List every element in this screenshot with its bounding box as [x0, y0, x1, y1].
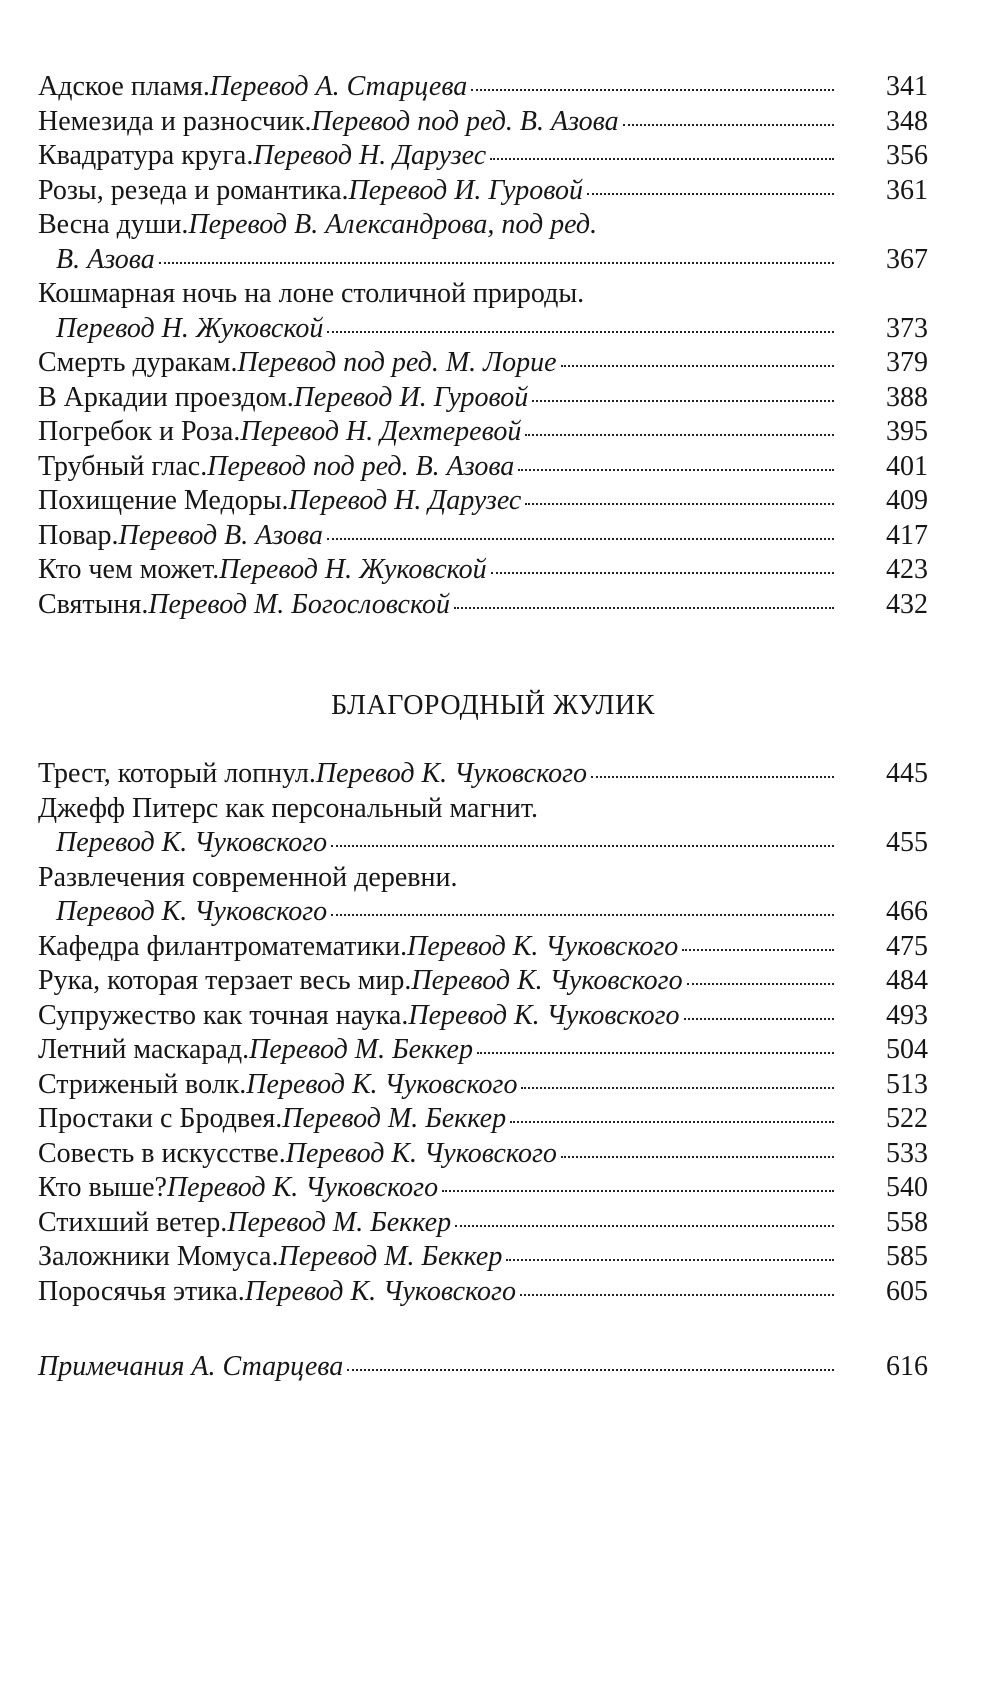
- translator: Перевод Н. Жуковской: [219, 554, 487, 585]
- leader-dots: [510, 1121, 834, 1123]
- page-number: 504: [886, 1034, 928, 1065]
- translator: Перевод В. Азова: [118, 519, 323, 551]
- page-number: 493: [886, 999, 928, 1031]
- leader-dots: [455, 1225, 834, 1227]
- story-title: Летний маскарад.: [38, 1034, 250, 1065]
- toc-entry: [38, 1275, 928, 1310]
- translator: Перевод под ред. В. Азова: [207, 450, 515, 482]
- story-title: Простаки с Бродвея.: [38, 1103, 283, 1134]
- page-number: 522: [886, 1103, 928, 1134]
- toc-entry: [38, 999, 928, 1034]
- leader-dots: [490, 158, 834, 160]
- leader-dots: [532, 400, 834, 402]
- page-number: 558: [886, 1206, 928, 1238]
- story-title: Адское пламя.: [38, 71, 210, 102]
- notes-title: Примечания А. Старцева: [38, 1351, 344, 1382]
- page-number: 423: [886, 554, 928, 585]
- page-number: 533: [886, 1137, 928, 1169]
- toc-entry: [38, 1102, 928, 1137]
- translator: Перевод К. Чуковского: [166, 1172, 439, 1203]
- story-title: В Аркадии проездом.: [38, 381, 294, 413]
- story-title: Розы, резеда и романтика.: [38, 174, 349, 206]
- leader-dots: [331, 914, 834, 916]
- toc-entry: [38, 588, 928, 623]
- story-title: Весна души.: [38, 209, 189, 240]
- toc-entry: [38, 519, 928, 554]
- translator: Перевод Н. Дарузес: [253, 140, 487, 171]
- toc-section-1: [38, 70, 928, 622]
- story-title: Повар.: [38, 519, 119, 551]
- page-number: 367: [886, 243, 928, 275]
- leader-dots: [520, 1294, 834, 1296]
- story-title: Стриженый волк.: [38, 1068, 247, 1100]
- toc-entry-notes: [38, 1350, 928, 1385]
- page-number: 484: [886, 965, 928, 996]
- translator: Перевод Н. Жуковской: [56, 312, 324, 344]
- page-number: 348: [886, 105, 928, 137]
- story-title: Стихший ветер.: [38, 1206, 228, 1238]
- translator: Перевод М. Беккер: [227, 1206, 452, 1238]
- translator: Перевод В. Александрова, под ред.: [188, 209, 598, 240]
- toc-entry: [38, 1171, 928, 1206]
- page-number: 409: [886, 485, 928, 516]
- story-title: Кафедра филантроматематики.: [38, 930, 408, 962]
- translator: Перевод М. Беккер: [249, 1034, 473, 1065]
- leader-dots: [477, 1052, 834, 1054]
- toc-entry: [38, 1206, 928, 1241]
- leader-dots: [682, 949, 834, 951]
- story-title: Совесть в искусстве.: [38, 1137, 286, 1169]
- translator: Перевод К. Чуковского: [411, 965, 683, 996]
- toc-entry: [38, 139, 928, 174]
- leader-dots: [347, 1369, 834, 1371]
- leader-dots: [327, 331, 834, 333]
- toc-entry: [38, 861, 928, 930]
- leader-dots: [687, 983, 834, 985]
- toc-entry: [38, 105, 928, 140]
- page-number: 395: [886, 416, 928, 447]
- page-number: 616: [886, 1351, 928, 1382]
- story-title: Рука, которая терзает весь мир.: [38, 965, 412, 996]
- leader-dots: [454, 607, 834, 609]
- leader-dots: [587, 193, 834, 195]
- page-number: 401: [886, 450, 928, 482]
- leader-dots: [491, 572, 834, 574]
- leader-dots: [327, 538, 834, 540]
- story-title: Святыня.: [38, 588, 149, 620]
- toc-entry: [38, 930, 928, 965]
- story-title: Трест, который лопнул.: [38, 758, 316, 789]
- story-title: Смерть дуракам.: [38, 347, 238, 378]
- page-number: 475: [886, 930, 928, 962]
- page-number: 432: [886, 588, 928, 620]
- toc-entry: [38, 346, 928, 381]
- page-number: 455: [886, 827, 928, 858]
- story-title: Квадратура круга.: [38, 140, 254, 171]
- page-number: 388: [886, 381, 928, 413]
- toc-entry: [38, 381, 928, 416]
- page-number: 356: [886, 140, 928, 171]
- leader-dots: [521, 1087, 834, 1089]
- story-title: Заложники Момуса.: [38, 1241, 279, 1272]
- toc-entry: [38, 1068, 928, 1103]
- toc-entry: [38, 277, 928, 346]
- translator: Перевод К. Чуковского: [246, 1068, 518, 1100]
- leader-dots: [518, 469, 834, 471]
- leader-dots: [525, 434, 834, 436]
- toc-notes: [38, 1350, 928, 1385]
- story-title: Погребок и Роза.: [38, 416, 241, 447]
- story-title: Развлечения современной деревни.: [38, 861, 458, 893]
- translator: Перевод М. Беккер: [282, 1103, 507, 1134]
- page-number: 445: [886, 758, 928, 789]
- leader-dots: [561, 365, 834, 367]
- story-title: Кто выше?: [38, 1172, 167, 1203]
- toc-entry: [38, 792, 928, 861]
- translator: Перевод К. Чуковского: [315, 758, 588, 789]
- translator: Перевод И. Гуровой: [348, 174, 583, 206]
- leader-dots: [506, 1259, 834, 1261]
- leader-dots: [442, 1190, 834, 1192]
- story-title: Кошмарная ночь на лоне столичной природы.: [38, 278, 585, 309]
- toc-entry: [38, 1240, 928, 1275]
- section-heading: БЛАГОРОДНЫЙ ЖУЛИК: [331, 690, 655, 721]
- page-number: 373: [886, 312, 928, 344]
- leader-dots: [525, 503, 834, 505]
- translator: Перевод К. Чуковского: [244, 1275, 516, 1307]
- translator: Перевод Н. Дарузес: [288, 485, 522, 516]
- story-title: Немезида и разносчик.: [38, 105, 312, 137]
- story-title: Поросячья этика.: [38, 1275, 245, 1307]
- toc-entry: [38, 174, 928, 209]
- story-title: Джефф Питерс как персональный магнит.: [38, 792, 539, 824]
- leader-dots: [159, 262, 834, 264]
- toc-entry: [38, 1137, 928, 1172]
- toc-entry: [38, 1033, 928, 1068]
- toc-section-2: [38, 757, 928, 1309]
- story-title: Похищение Медоры.: [38, 485, 289, 516]
- page-number: 540: [886, 1172, 928, 1203]
- page-number: 466: [886, 896, 928, 927]
- toc-entry: [38, 415, 928, 450]
- story-title: Супружество как точная наука.: [38, 999, 409, 1031]
- leader-dots: [561, 1156, 834, 1158]
- translator: Перевод М. Беккер: [278, 1241, 503, 1272]
- translator: Перевод К. Чуковского: [56, 827, 328, 858]
- leader-dots: [331, 845, 834, 847]
- leader-dots: [471, 89, 834, 91]
- toc-entry: [38, 484, 928, 519]
- toc-entry: [38, 964, 928, 999]
- translator: Перевод К. Чуковского: [407, 930, 679, 962]
- toc-entry: [38, 70, 928, 105]
- leader-dots: [591, 776, 834, 778]
- toc-entry: [38, 450, 928, 485]
- translator: Перевод К. Чуковского: [285, 1137, 557, 1169]
- page-number: 585: [886, 1241, 928, 1272]
- toc-entry: [38, 757, 928, 792]
- story-title: Кто чем может.: [38, 554, 220, 585]
- page-number: 379: [886, 347, 928, 378]
- page-number: 605: [886, 1275, 928, 1307]
- translator: Перевод К. Чуковского: [56, 896, 328, 927]
- leader-dots: [684, 1018, 834, 1020]
- story-title: Трубный глас.: [38, 450, 208, 482]
- translator: Перевод Н. Дехтеревой: [240, 416, 522, 447]
- translator: Перевод под ред. М. Лорие: [237, 347, 557, 378]
- translator: Перевод М. Богословской: [148, 588, 450, 620]
- translator: Перевод А. Старцева: [209, 71, 468, 102]
- translator-continued: В. Азова: [56, 243, 155, 275]
- toc-entry: [38, 553, 928, 588]
- page-number: 361: [886, 174, 928, 206]
- toc-entry: [38, 208, 928, 277]
- translator: Перевод под ред. В. Азова: [311, 105, 619, 137]
- page-number: 513: [886, 1068, 928, 1100]
- translator: Перевод И. Гуровой: [293, 381, 529, 413]
- leader-dots: [623, 124, 834, 126]
- page-number: 417: [886, 519, 928, 551]
- page-number: 341: [886, 71, 928, 102]
- translator: Перевод К. Чуковского: [408, 999, 680, 1031]
